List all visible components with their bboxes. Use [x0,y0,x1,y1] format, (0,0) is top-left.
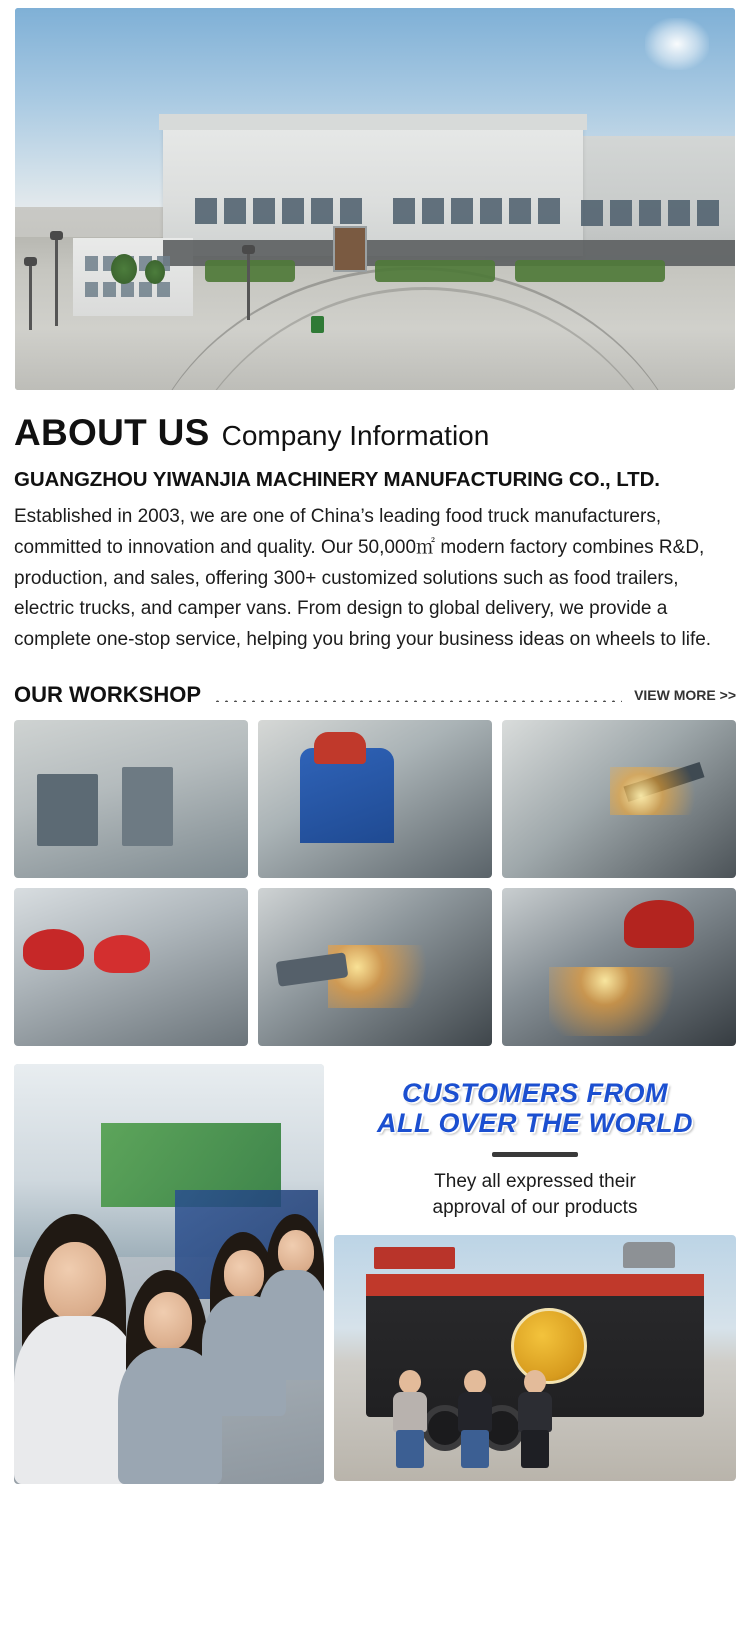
window [509,198,531,224]
person-face [278,1230,314,1274]
window-row-1 [195,198,362,224]
food-truck-photo[interactable] [334,1235,736,1481]
window [340,198,362,224]
street-lamp [29,266,32,330]
trash-bin [311,316,324,333]
dotted-divider [213,688,622,702]
tree [145,260,165,284]
customers-row [14,1064,736,1484]
person-face [44,1242,106,1320]
window [85,256,98,271]
window [282,198,304,224]
person-torso [518,1392,552,1432]
street-lamp [55,240,58,326]
truck-red-stripe [366,1274,704,1296]
window [697,200,719,226]
view-more-link[interactable]: VIEW MORE >> [634,686,736,703]
truck-roof-sign [374,1247,454,1269]
about-heading [14,412,736,454]
customers-text-column [334,1064,736,1484]
person-body [258,1270,324,1380]
customers-title [334,1064,736,1138]
person-legs [396,1430,424,1468]
street-lamp [247,254,250,320]
window [103,282,116,297]
customers-title-line2: ALL OVER THE WORLD [377,1108,693,1139]
workshop-photo-grid [0,708,750,1046]
workshop-photo-3[interactable] [502,720,736,878]
window [422,198,444,224]
about-us-page [0,8,750,1508]
customers-subtitle-line2: approval of our products [432,1196,638,1218]
about-section [0,390,750,656]
workshop-heading-row [0,656,750,708]
window [610,200,632,226]
workshop-photo-4[interactable] [14,888,248,1046]
customer-person [390,1370,430,1466]
window [253,198,275,224]
hedge [515,260,665,282]
window [451,198,473,224]
person-head [464,1370,486,1394]
company-name: GUANGZHOU YIWANJIA MACHINERY MANUFACTURING CO., LTD. [14,468,660,491]
page-subtitle: Company Information [221,420,490,451]
factory-building-main [163,126,583,256]
person-face [144,1292,192,1350]
window [85,282,98,297]
workshop-photo-6[interactable] [502,888,736,1046]
customers-title-line1: CUSTOMERS FROM [401,1077,668,1108]
title-divider [492,1152,578,1157]
person-torso [393,1392,427,1432]
workshop-photo-5[interactable] [258,888,492,1046]
tree [111,254,137,284]
person-head [524,1370,546,1394]
workshop-photo-2[interactable] [258,720,492,878]
window [581,200,603,226]
workshop-photo-1[interactable] [14,720,248,878]
person-face [224,1250,264,1298]
person-head [399,1370,421,1394]
workshop-title: OUR WORKSHOP [14,681,201,707]
window [121,282,134,297]
window [224,198,246,224]
page-title: ABOUT US [14,412,210,453]
person-torso [458,1392,492,1432]
sun-glare [645,18,709,70]
window [311,198,333,224]
window-row-3 [581,200,719,226]
entrance-door [333,226,367,272]
person-legs [521,1430,549,1468]
truck-roof-vent [623,1242,675,1268]
customers-subtitle [334,1169,736,1220]
window [480,198,502,224]
window [668,200,690,226]
person-legs [461,1430,489,1468]
window [538,198,560,224]
customers-section [0,1046,750,1508]
factory-hero-image [15,8,735,390]
hedge [375,260,495,282]
window-row-office-b [85,282,170,297]
about-description: Established in 2003, we are one of China’s leading food truck manufacturers, committed to innovation and quality. Our 50,000㎡ modern factory combines R&D, production, and sales, offering 300+ customized solutions such as food trailers, electric trucks, and camper vans. From design to global delivery, we provide a complete one-stop service, helping you bring your business ideas on wheels to life. [14,506,712,651]
window [139,282,152,297]
customers-subtitle-line1: They all expressed their [434,1171,636,1193]
customer-person [455,1370,495,1466]
customer-person [515,1370,555,1466]
window [195,198,217,224]
hedge [205,260,295,282]
window-row-2 [393,198,560,224]
window [393,198,415,224]
exhibition-selfie-photo[interactable] [14,1064,324,1484]
window [639,200,661,226]
window [157,282,170,297]
